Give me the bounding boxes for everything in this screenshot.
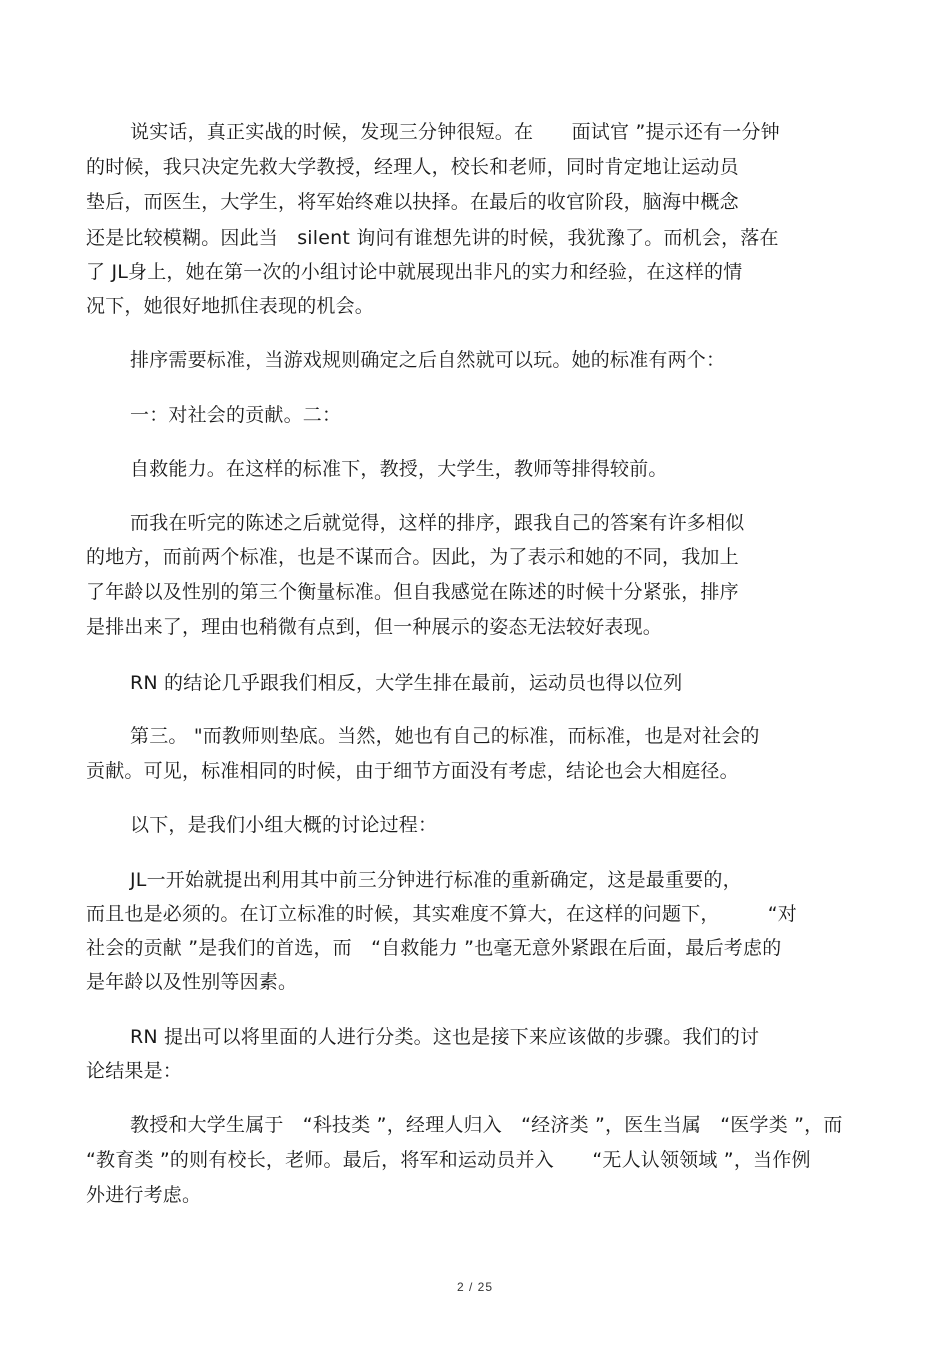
text-line: 的时候，我只决定先救大学教授，经理人，校长和老师，同时肯定地让运动员 xyxy=(86,156,739,178)
text-line: 社会的贡献 ”是我们的首选，而 “自救能力 ”也毫无意外紧跟在后面，最后考虑的 xyxy=(86,937,782,959)
text-line: “教育类 ”的则有校长，老师。最后，将军和运动员并入 “无人认领领域 ”，当作例 xyxy=(86,1149,811,1171)
page-number: 2 / 25 xyxy=(456,1280,494,1294)
text-line: RN 的结论几乎跟我们相反，大学生排在最前，运动员也得以位列 xyxy=(130,672,683,694)
text-line: 是排出来了，理由也稍微有点到，但一种展示的姿态无法较好表现。 xyxy=(86,616,663,638)
text-line: 第三。 "而教师则垫底。当然，她也有自己的标准，而标准，也是对社会的 xyxy=(130,725,760,747)
text-line: 垫后，而医生，大学生，将军始终难以抉择。在最后的收官阶段，脑海中概念 xyxy=(86,191,739,213)
text-line: 还是比较模糊。因此当 silent 询问有谁想先讲的时候，我犹豫了。而机会，落在 xyxy=(86,227,779,249)
text-line: RN 提出可以将里面的人进行分类。这也是接下来应该做的步骤。我们的讨 xyxy=(130,1026,760,1048)
text-line: 教授和大学生属于 “科技类 ”，经理人归入 “经济类 ”，医生当属 “医学类 ”，而 xyxy=(130,1114,843,1136)
text-line: 以下，是我们小组大概的讨论过程： xyxy=(130,814,438,836)
text-line: 而且也是必须的。在订立标准的时候，其实难度不算大，在这样的问题下， “对 xyxy=(86,903,797,925)
text-line: 而我在听完的陈述之后就觉得，这样的排序，跟我自己的答案有许多相似 xyxy=(130,512,745,534)
text-line: 贡献。可见，标准相同的时候，由于细节方面没有考虑，结论也会大相庭径。 xyxy=(86,760,739,782)
text-line: 一：对社会的贡献。二： xyxy=(130,404,342,426)
text-line: 说实话，真正实战的时候，发现三分钟很短。在 面试官 ”提示还有一分钟 xyxy=(130,121,780,143)
text-line: 外进行考虑。 xyxy=(86,1184,202,1206)
text-line: 况下，她很好地抓住表现的机会。 xyxy=(86,295,375,317)
text-line: 自救能力。在这样的标准下，教授，大学生，教师等排得较前。 xyxy=(130,458,668,480)
text-line: 是年龄以及性别等因素。 xyxy=(86,971,298,993)
text-line: 了 JL身上，她在第一次的小组讨论中就展现出非凡的实力和经验，在这样的情 xyxy=(86,261,743,283)
text-line: 了年龄以及性别的第三个衡量标准。但自我感觉在陈述的时候十分紧张，排序 xyxy=(86,581,739,603)
text-line: 的地方，而前两个标准，也是不谋而合。因此，为了表示和她的不同，我加上 xyxy=(86,546,739,568)
text-line: 论结果是： xyxy=(86,1060,183,1082)
text-line: JL一开始就提出利用其中前三分钟进行标准的重新确定，这是最重要的， xyxy=(130,869,742,891)
text-line: 排序需要标准，当游戏规则确定之后自然就可以玩。她的标准有两个： xyxy=(130,349,726,371)
